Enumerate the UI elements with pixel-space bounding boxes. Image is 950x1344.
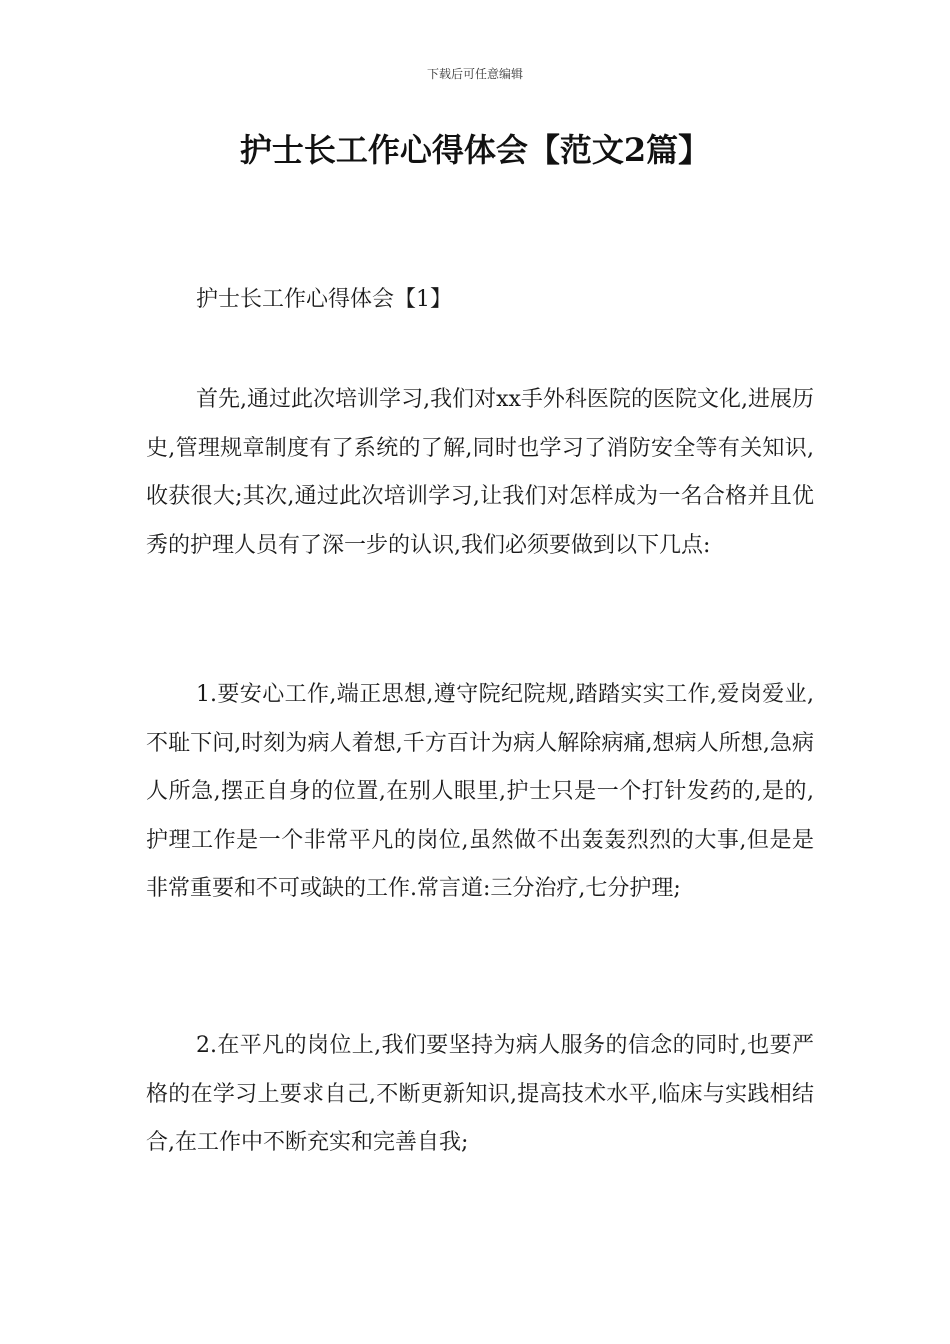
paragraph-intro: 首先,通过此次培训学习,我们对xx手外科医院的医院文化,进展历史,管理规章制度有了系统的了解,同时也学习了消防安全等有关知识,收获很大;其次,通过此次培训学习,让我们对怎样成为一名合格并且优秀的护理人员有了深一步的认识,我们必须要做到以下几点: <box>146 387 814 558</box>
document-title: 护士长工作心得体会【范文2篇】 <box>239 131 711 169</box>
section-heading: 护士长工作心得体会【1】 <box>196 287 452 312</box>
paragraph-point-2: 2.在平凡的岗位上,我们要坚持为病人服务的信念的同时,也要严格的在学习上要求自己,不断更新知识,提高技术水平,临床与实践相结合,在工作中不断充实和完善自我; <box>146 1033 814 1155</box>
header-note: 下载后可任意编辑 <box>426 67 523 81</box>
paragraph-point-1: 1.要安心工作,端正思想,遵守院纪院规,踏踏实实工作,爱岗爱业,不耻下问,时刻为病人着想,千方百计为病人解除病痛,想病人所想,急病人所急,摆正自身的位置,在别人眼里,护士只是一个打针发药的,是的,护理工作是一个非常平凡的岗位,虽然做不出轰轰烈烈的大事,但是是非常重要和不可或缺的工作.常言道:三分治疗,七分护理; <box>146 682 814 901</box>
